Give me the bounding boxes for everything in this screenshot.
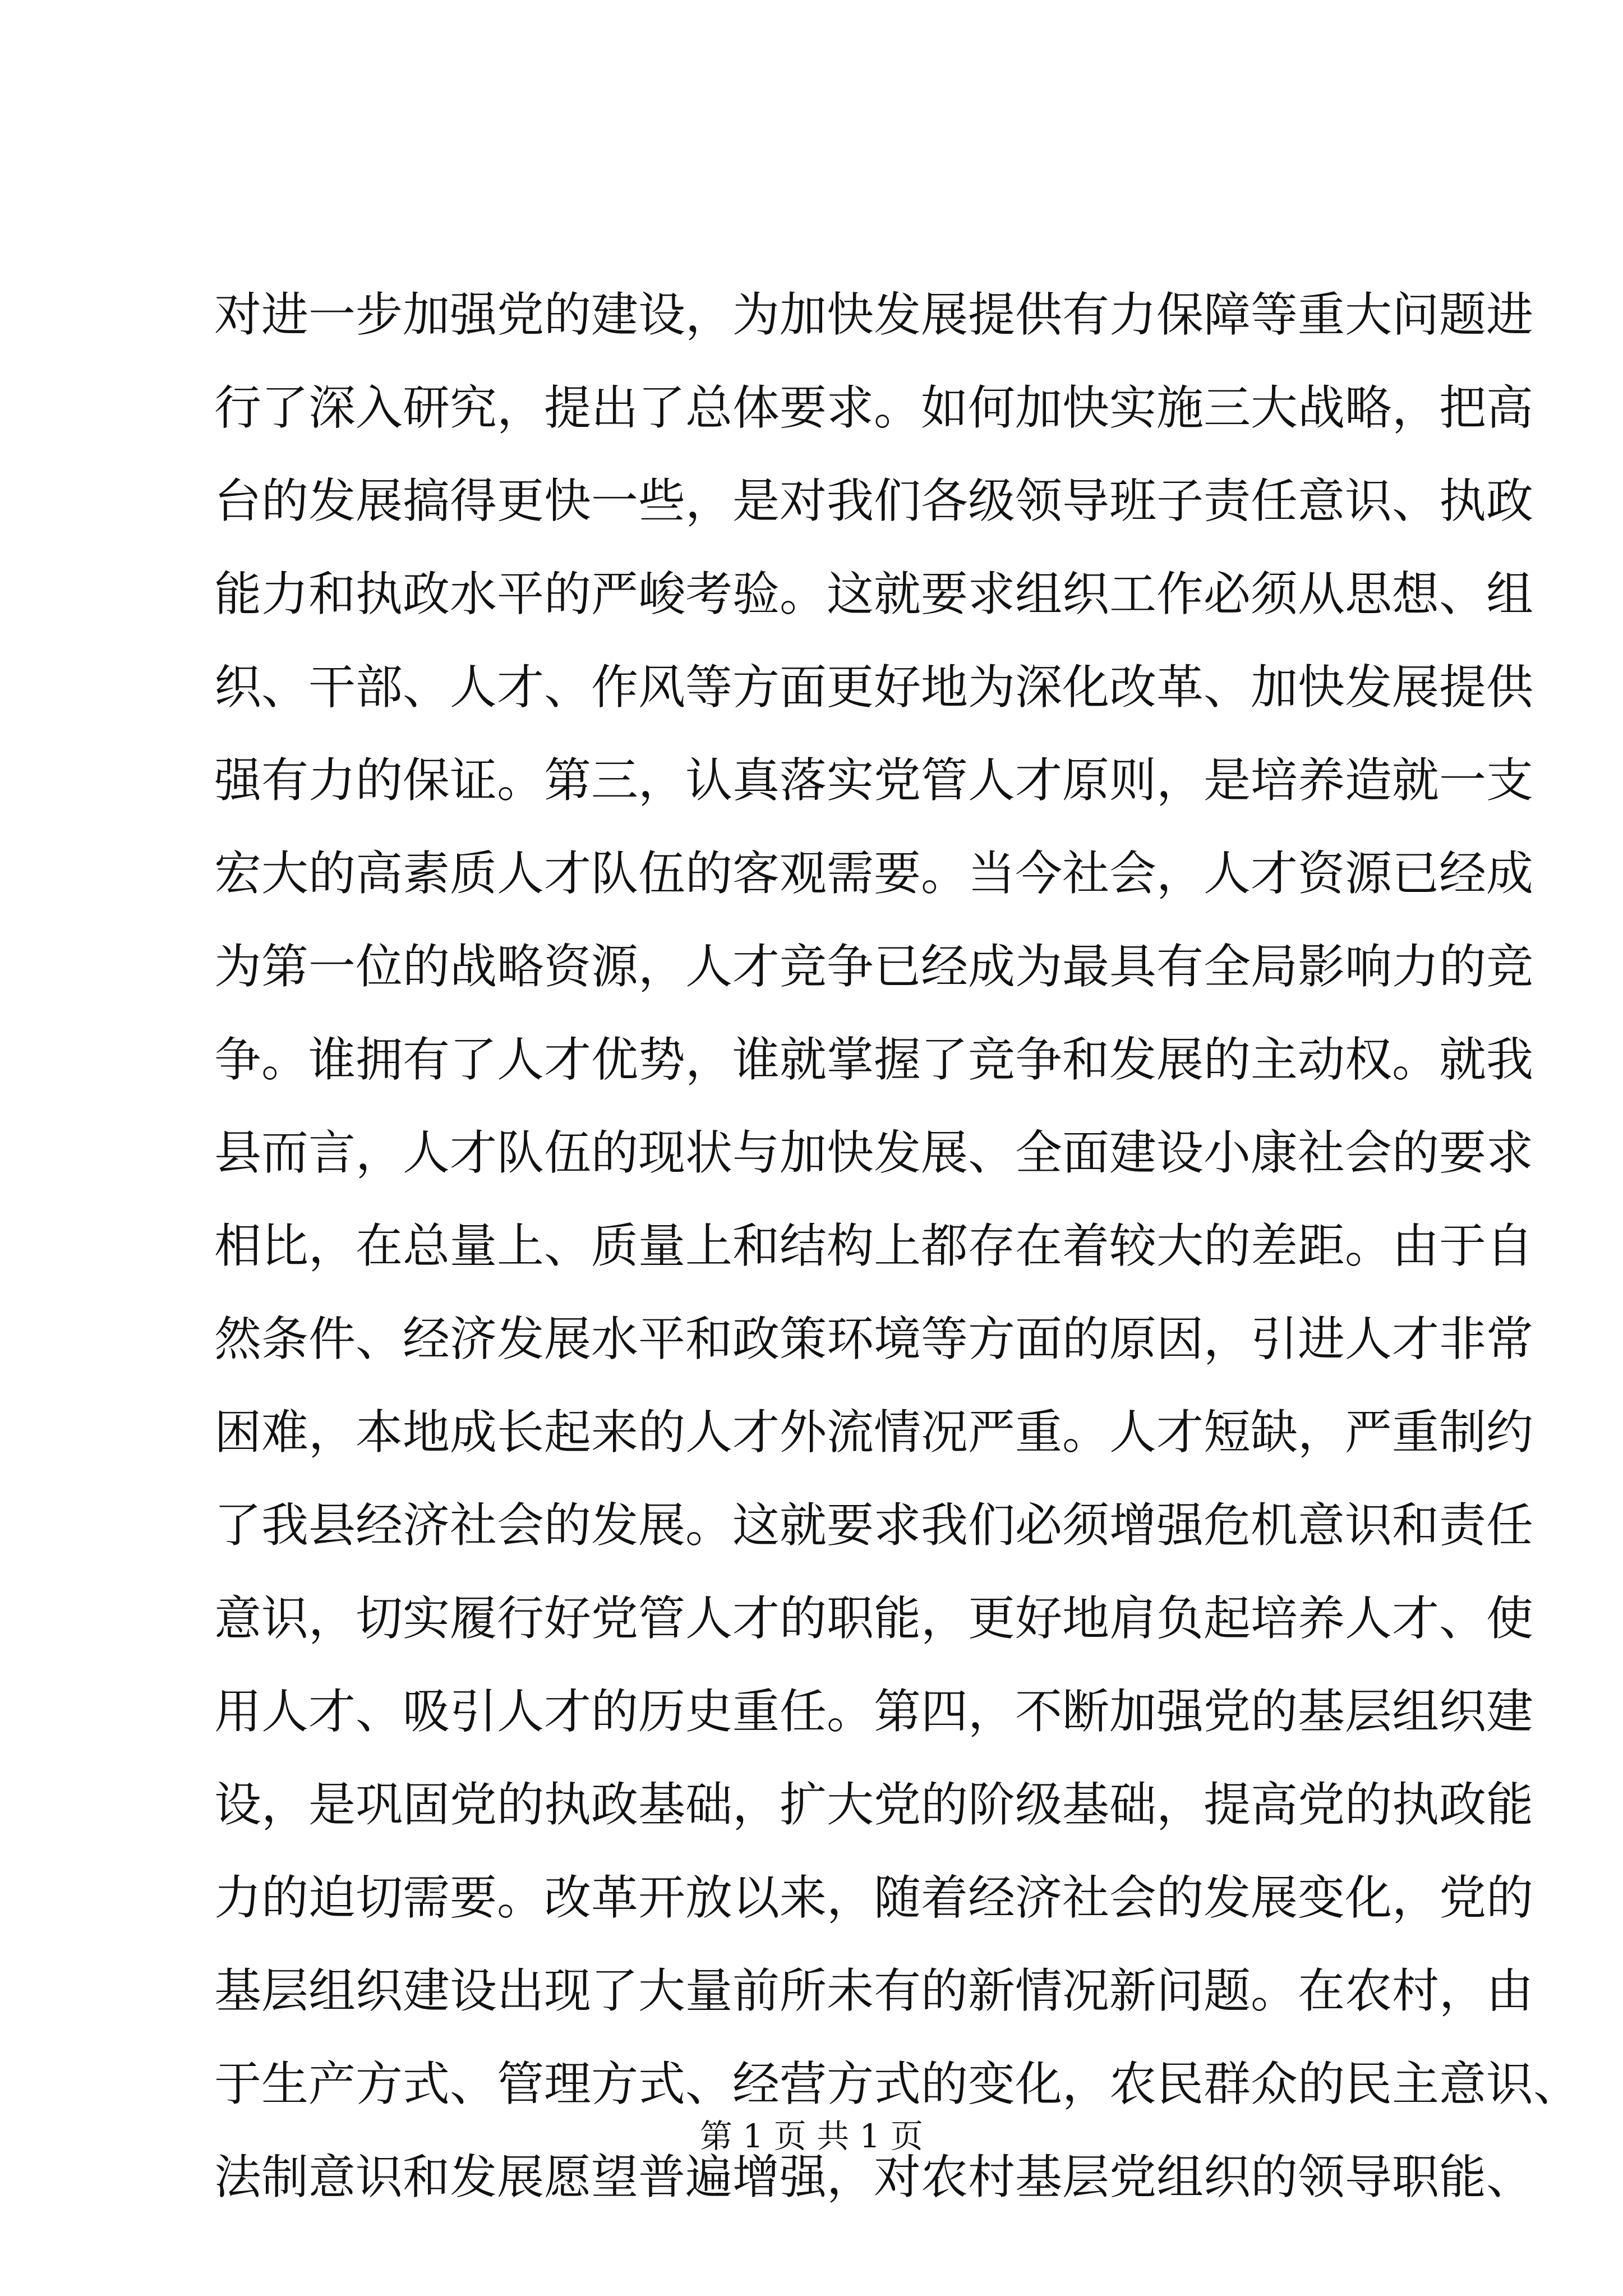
text-line: 力的迫切需要。改革开放以来，随着经济社会的发展变化，党的: [214, 1870, 1534, 1925]
text-line: 用人才、吸引人才的历史重任。第四，不断加强党的基层组织建: [214, 1684, 1534, 1739]
text-line: 然条件、经济发展水平和政策环境等方面的原因，引进人才非常: [214, 1312, 1534, 1366]
text-line: 意识，切实履行好党管人才的职能，更好地肩负起培养人才、使: [214, 1591, 1534, 1646]
text-line: 设，是巩固党的执政基础，扩大党的阶级基础，提高党的执政能: [214, 1777, 1534, 1832]
text-line: 困难，本地成长起来的人才外流情况严重。人才短缺，严重制约: [214, 1405, 1534, 1460]
text-line: 宏大的高素质人才队伍的客观需要。当今社会，人才资源已经成: [214, 846, 1534, 901]
text-line: 县而言，人才队伍的现状与加快发展、全面建设小康社会的要求: [214, 1125, 1534, 1180]
text-line: 织、干部、人才、作风等方面更好地为深化改革、加快发展提供: [214, 660, 1534, 715]
text-line: 为第一位的战略资源，人才竞争已经成为最具有全局影响力的竞: [214, 939, 1534, 994]
text-line: 对进一步加强党的建设，为加快发展提供有力保障等重大问题进: [214, 287, 1534, 342]
text-line: 争。谁拥有了人才优势，谁就掌握了竞争和发展的主动权。就我: [214, 1032, 1534, 1087]
text-line: 行了深入研究，提出了总体要求。如何加快实施三大战略，把高: [214, 380, 1534, 435]
body-text: [214, 268, 1581, 2224]
text-line: 基层组织建设出现了大量前所未有的新情况新问题。在农村，由: [214, 1963, 1534, 2018]
text-line: 相比，在总量上、质量上和结构上都存在着较大的差距。由于自: [214, 1218, 1534, 1273]
text-line: 能力和执政水平的严峻考验。这就要求组织工作必须从思想、组: [214, 567, 1534, 622]
page-footer: 第 1 页 共 1 页: [700, 2117, 923, 2155]
text-line: 法制意识和发展愿望普遍增强，对农村基层党组织的领导职能、: [214, 2150, 1534, 2205]
text-line: 强有力的保证。第三，认真落实党管人才原则，是培养造就一支: [214, 753, 1534, 808]
text-line: 台的发展搞得更快一些，是对我们各级领导班子责任意识、执政: [214, 473, 1534, 528]
text-line: 了我县经济社会的发展。这就要求我们必须增强危机意识和责任: [214, 1498, 1534, 1553]
text-line: 于生产方式、管理方式、经营方式的变化，农民群众的民主意识、: [214, 2056, 1581, 2111]
